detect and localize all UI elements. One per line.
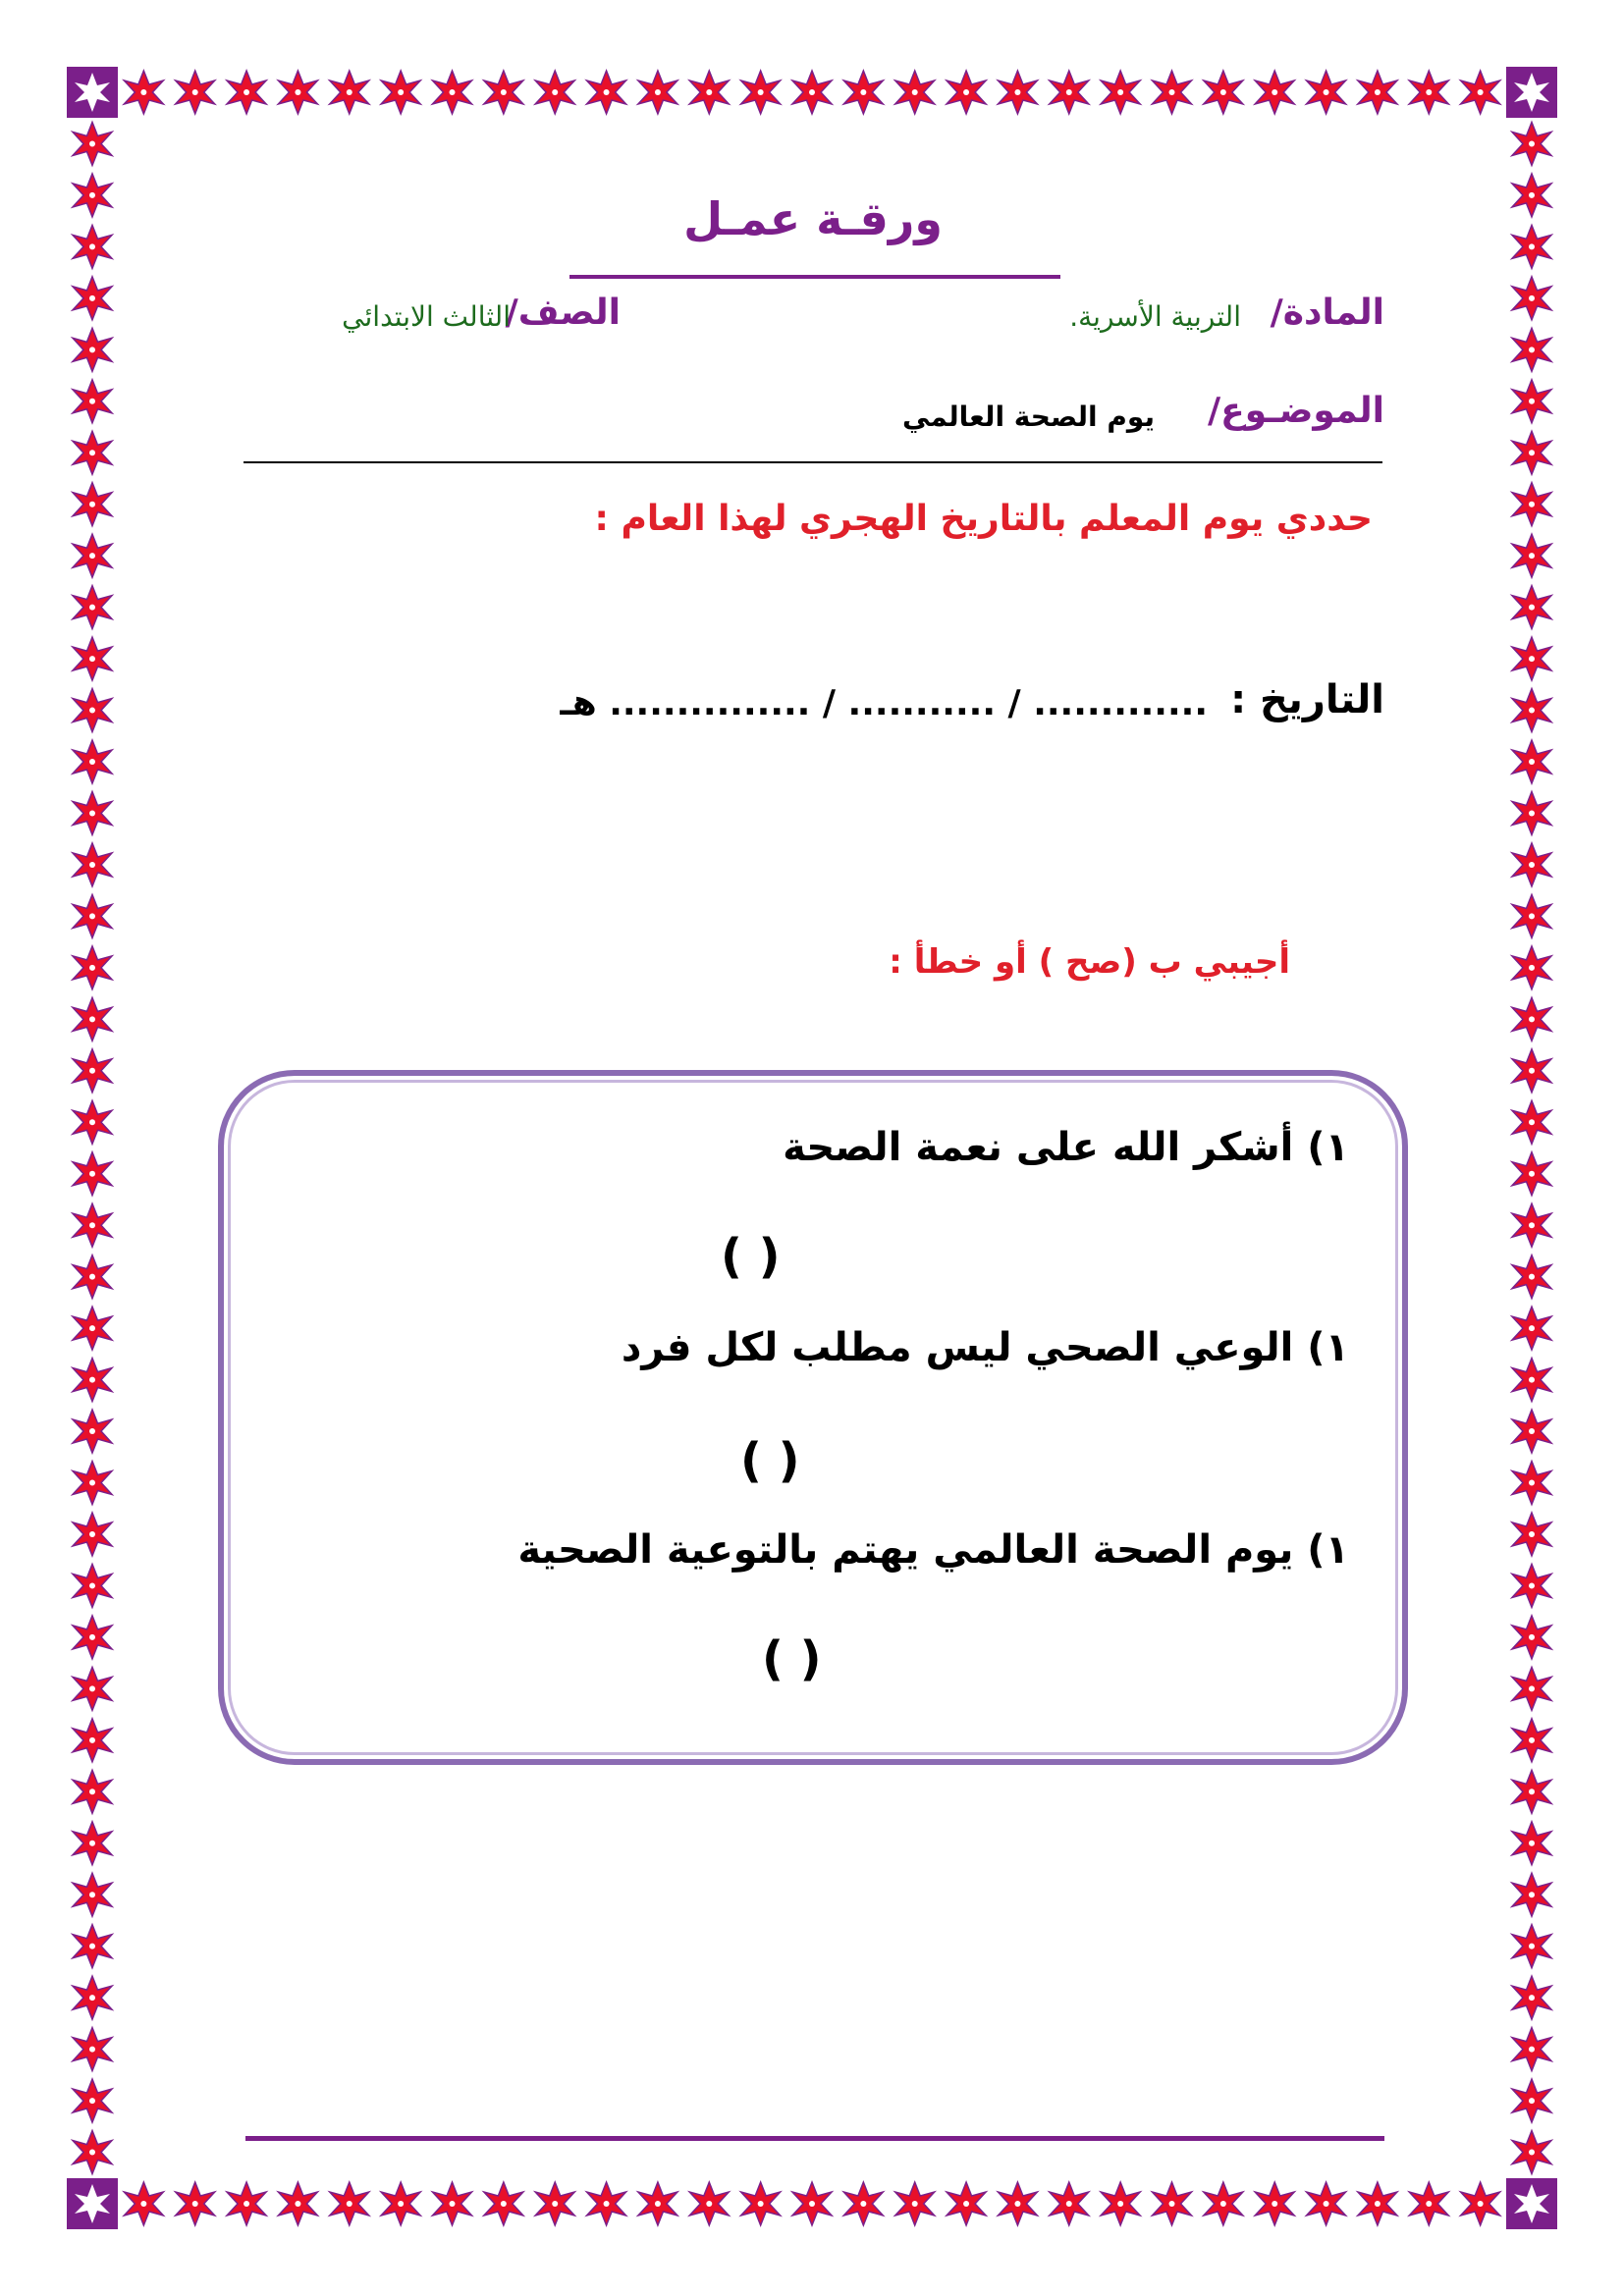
star-border-icon [73,2028,112,2071]
star-border-icon [124,71,163,114]
star-border-icon [1512,277,1551,320]
header-divider [244,461,1382,463]
star-border-icon [176,2182,215,2225]
star-border-icon [73,1667,112,1710]
star-border-icon [433,2182,472,2225]
corner-star-icon [1506,2178,1557,2229]
star-border-icon [689,2182,729,2225]
star-border-icon [587,71,626,114]
star-border-icon [947,2182,986,2225]
star-border-icon [1512,1770,1551,1813]
star-border-icon [73,997,112,1041]
star-border-icon [998,71,1037,114]
star-border-icon [1512,174,1551,217]
question-2-answer-blank[interactable]: ( ) [740,1433,800,1488]
star-border-icon [1101,2182,1140,2225]
star-border-icon [73,380,112,423]
title-underline [569,275,1060,279]
star-border-icon [1512,1873,1551,1916]
star-border-icon [73,1100,112,1144]
star-border-icon [73,1976,112,2019]
star-border-icon [1512,1462,1551,1505]
star-border-icon [1512,946,1551,989]
star-border-icon [73,122,112,165]
question-1-answer-blank[interactable]: ( ) [721,1229,781,1284]
star-border-icon [1204,71,1243,114]
star-border-icon [535,2182,574,2225]
star-border-icon [1409,2182,1448,2225]
star-border-icon [73,586,112,629]
star-border-icon [73,1873,112,1916]
star-border-icon [1512,740,1551,783]
star-border-icon [73,1255,112,1299]
star-border-icon [124,2182,163,2225]
star-border-icon [73,1616,112,1659]
star-border-icon [73,894,112,937]
topic-label: الموضـوع/ [1208,391,1384,431]
star-border-icon [484,71,523,114]
star-border-icon [1512,1410,1551,1453]
star-border-icon [1512,843,1551,886]
star-border-icon [792,71,832,114]
star-border-icon [73,1307,112,1350]
star-border-icon [73,1359,112,1402]
star-border-icon [843,2182,883,2225]
star-border-icon [227,2182,266,2225]
star-border-icon [741,2182,781,2225]
star-border-icon [330,71,369,114]
star-border-icon [227,71,266,114]
star-border-icon [73,1203,112,1247]
subject-value: التربية الأسرية. [1069,300,1241,333]
star-border-icon [73,1719,112,1762]
star-border-icon [1512,586,1551,629]
star-border-icon [1512,1203,1551,1247]
star-border-icon [278,71,317,114]
star-border-icon [278,2182,317,2225]
star-border-icon [73,791,112,834]
worksheet-title: ورقـة عمـل [683,192,943,245]
corner-star-icon [1506,67,1557,118]
star-border-icon [1512,483,1551,526]
star-border-icon [73,2131,112,2174]
star-border-icon [1512,1616,1551,1659]
star-border-icon [1512,1976,1551,2019]
star-border-icon [381,71,420,114]
star-border-icon [1512,997,1551,1041]
star-border-icon [73,2079,112,2122]
star-border-icon [1512,380,1551,423]
star-border-icon [73,843,112,886]
star-border-icon [741,71,781,114]
star-border-icon [1512,122,1551,165]
corner-star-icon [67,2178,118,2229]
star-border-icon [73,637,112,680]
task1-instruction: حددي يوم المعلم بالتاريخ الهجري لهذا العام : [594,499,1373,539]
star-border-icon [1255,71,1294,114]
star-border-icon [73,277,112,320]
star-border-icon [587,2182,626,2225]
star-border-icon [1153,71,1192,114]
star-border-icon [1512,894,1551,937]
star-border-icon [73,225,112,268]
star-border-icon [1512,1822,1551,1865]
star-border-icon [1512,225,1551,268]
question-2-text: ١) الوعي الصحي ليس مطلب لكل فرد [621,1325,1349,1370]
star-border-icon [1512,1307,1551,1350]
star-border-icon [1512,1100,1551,1144]
star-border-icon [1512,2028,1551,2071]
star-border-icon [689,71,729,114]
date-blanks: ............. / ........... / ............... هـ [560,683,1208,723]
date-label: التاريخ : [1230,677,1384,722]
star-border-icon [1358,2182,1397,2225]
star-border-icon [1512,1049,1551,1093]
star-border-icon [1153,2182,1192,2225]
star-border-icon [998,2182,1037,2225]
star-border-icon [1461,71,1500,114]
star-border-icon [638,2182,677,2225]
star-border-icon [73,483,112,526]
star-border-icon [1050,71,1089,114]
subject-label: المادة/ [1270,293,1384,333]
star-border-icon [484,2182,523,2225]
star-border-icon [73,1770,112,1813]
star-border-icon [1461,2182,1500,2225]
star-border-icon [1101,71,1140,114]
star-border-icon [176,71,215,114]
star-border-icon [1512,2079,1551,2122]
star-border-icon [73,1822,112,1865]
star-border-icon [73,534,112,577]
star-border-icon [843,71,883,114]
star-border-icon [1512,534,1551,577]
star-border-icon [1512,637,1551,680]
star-border-icon [73,1925,112,1968]
star-border-icon [73,1152,112,1196]
star-border-icon [792,2182,832,2225]
star-border-icon [1512,689,1551,732]
grade-value: الثالث الابتدائي [342,300,511,333]
topic-value: يوم الصحة العالمي [902,400,1155,433]
question-3-answer-blank[interactable]: ( ) [762,1631,822,1686]
star-border-icon [1512,328,1551,371]
footer-line [245,2136,1384,2141]
star-border-icon [1512,1513,1551,1556]
star-border-icon [1512,2131,1551,2174]
star-border-icon [947,71,986,114]
star-border-icon [73,1513,112,1556]
question-3-text: ١) يوم الصحة العالمي يهتم بالتوعية الصحية [517,1527,1349,1573]
star-border-icon [381,2182,420,2225]
star-border-icon [1512,1255,1551,1299]
star-border-icon [330,2182,369,2225]
corner-star-icon [67,67,118,118]
star-border-icon [73,946,112,989]
star-border-icon [73,1564,112,1607]
star-border-icon [1512,431,1551,474]
star-border-icon [73,1049,112,1093]
star-border-icon [638,71,677,114]
star-border-icon [1512,1152,1551,1196]
grade-label: الصف/ [505,293,621,333]
star-border-icon [1512,1667,1551,1710]
star-border-icon [1512,791,1551,834]
star-border-icon [1512,1359,1551,1402]
star-border-icon [1512,1719,1551,1762]
star-border-icon [1307,2182,1346,2225]
star-border-icon [1512,1564,1551,1607]
star-border-icon [1512,1925,1551,1968]
star-border-icon [1050,2182,1089,2225]
task2-instruction: أجيبي ب (صح ) أو خطأ : [889,942,1290,982]
star-border-icon [73,1410,112,1453]
star-border-icon [895,71,935,114]
star-border-icon [1307,71,1346,114]
star-border-icon [1358,71,1397,114]
question-1-text: ١) أشكر الله على نعمة الصحة [783,1125,1349,1170]
star-border-icon [895,2182,935,2225]
star-border-icon [73,328,112,371]
star-border-icon [73,740,112,783]
star-border-icon [73,431,112,474]
star-border-icon [1204,2182,1243,2225]
star-border-icon [535,71,574,114]
star-border-icon [1255,2182,1294,2225]
star-border-icon [73,689,112,732]
star-border-icon [73,1462,112,1505]
star-border-icon [433,71,472,114]
star-border-icon [1409,71,1448,114]
star-border-icon [73,174,112,217]
